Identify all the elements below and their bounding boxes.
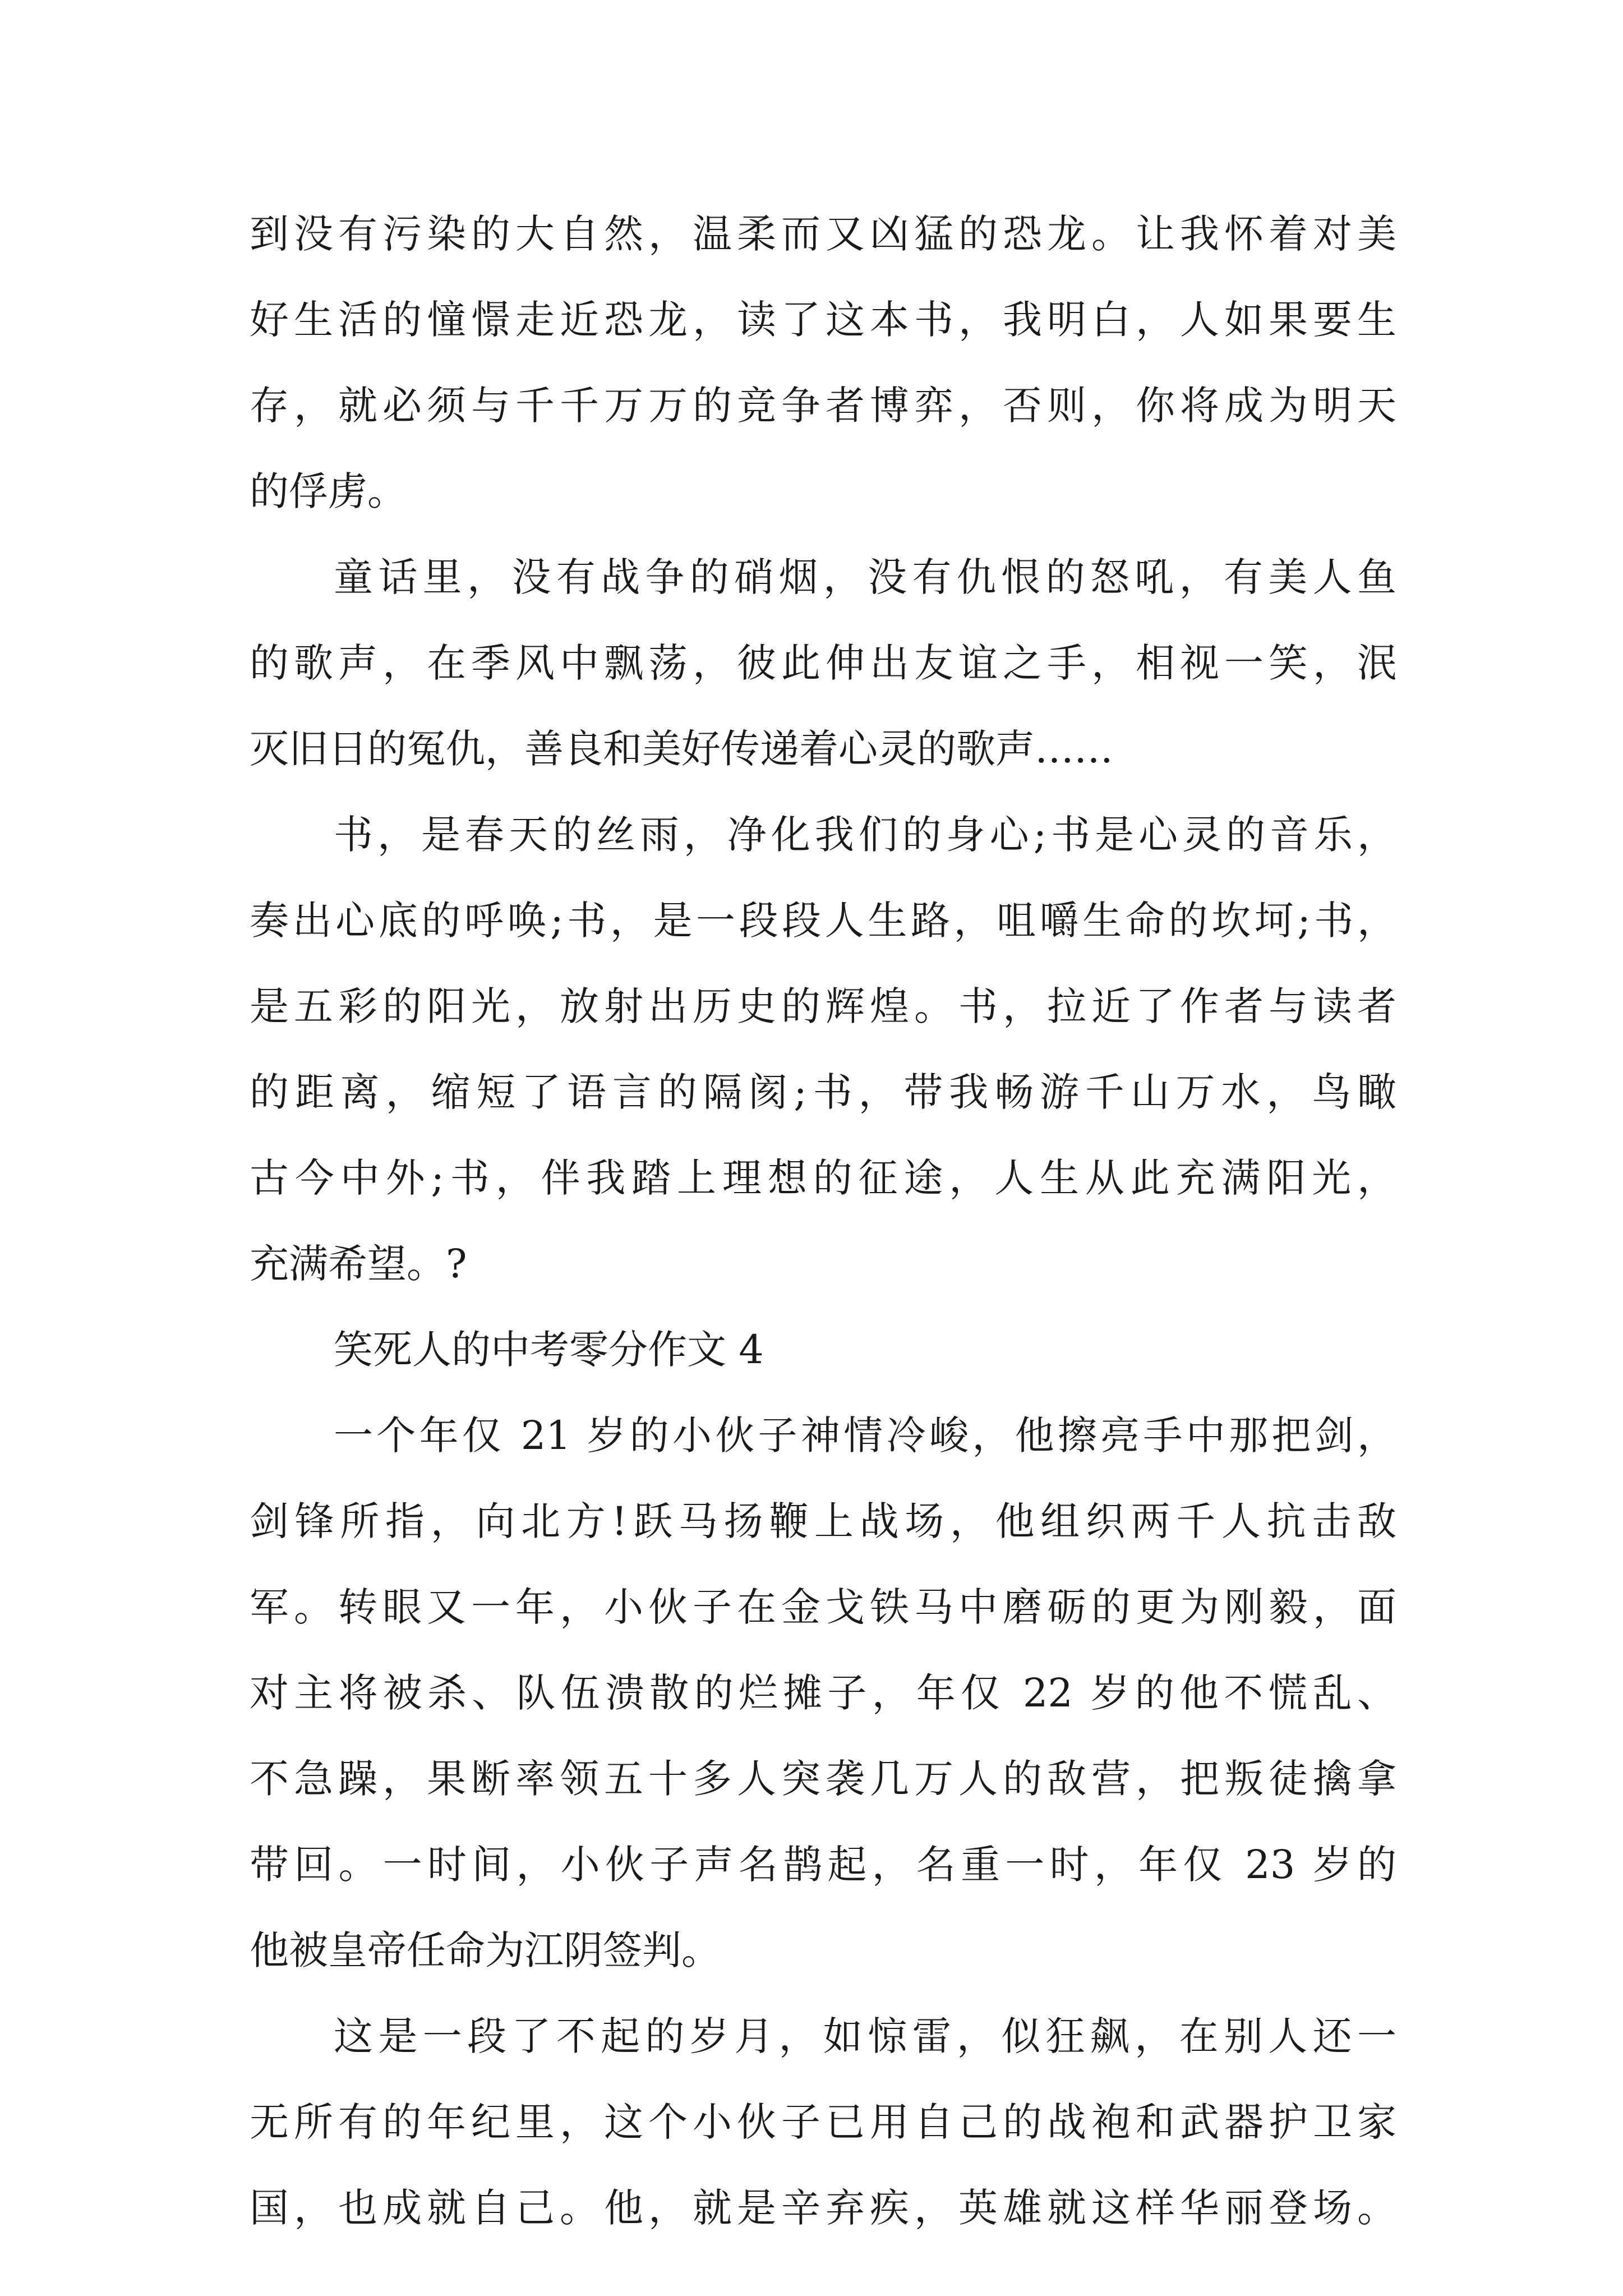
text-line: 充满希望。? bbox=[250, 1241, 467, 1287]
text-line: 带回。一时间，小伙子声名鹊起，名重一时，年仅 23 岁的 bbox=[250, 1842, 1396, 1888]
text-line: 是五彩的阳光，放射出历史的辉煌。书，拉近了作者与读者 bbox=[250, 983, 1396, 1029]
text-line: 无所有的年纪里，这个小伙子已用自己的战袍和武器护卫家 bbox=[250, 2099, 1396, 2145]
document-body bbox=[250, 208, 1396, 2267]
text-line: 古今中外;书，伴我踏上理想的征途，人生从此充满阳光， bbox=[250, 1155, 1396, 1201]
paragraph-first-line: 书，是春天的丝雨，净化我们的身心;书是心灵的音乐， bbox=[334, 812, 1396, 858]
text-line: 存，就必须与千千万万的竞争者博弈，否则，你将成为明天 bbox=[250, 383, 1396, 429]
text-line: 灭旧日的冤仇，善良和美好传递着心灵的歌声…… bbox=[250, 726, 1113, 772]
paragraph-first-line: 童话里，没有战争的硝烟，没有仇恨的怒吼，有美人鱼 bbox=[334, 554, 1396, 600]
paragraph-first-line: 一个年仅 21 岁的小伙子神情冷峻，他擦亮手中那把剑， bbox=[334, 1412, 1396, 1458]
text-line: 的俘虏。 bbox=[250, 468, 407, 514]
text-line: 不急躁，果断率领五十多人突袭几万人的敌营，把叛徒擒拿 bbox=[250, 1756, 1396, 1802]
text-line: 他被皇帝任命为江阴签判。 bbox=[250, 1927, 721, 1973]
text-line: 的歌声，在季风中飘荡，彼此伸出友谊之手，相视一笑，泯 bbox=[250, 640, 1396, 686]
text-line: 对主将被杀、队伍溃散的烂摊子，年仅 22 岁的他不慌乱、 bbox=[250, 1670, 1396, 1716]
text-line: 到没有污染的大自然，温柔而又凶猛的恐龙。让我怀着对美 bbox=[250, 211, 1396, 257]
paragraph-first-line: 这是一段了不起的岁月，如惊雷，似狂飙，在别人还一 bbox=[334, 2013, 1396, 2059]
text-line: 剑锋所指，向北方!跃马扬鞭上战场，他组织两千人抗击敌 bbox=[250, 1498, 1396, 1544]
text-line: 奏出心底的呼唤;书，是一段段人生路，咀嚼生命的坎坷;书， bbox=[250, 898, 1396, 944]
text-line: 好生活的憧憬走近恐龙，读了这本书，我明白，人如果要生 bbox=[250, 297, 1396, 343]
text-line: 国，也成就自己。他，就是辛弃疾，英雄就这样华丽登场。 bbox=[250, 2185, 1396, 2231]
section-heading: 笑死人的中考零分作文 4 bbox=[334, 1327, 764, 1373]
text-line: 的距离，缩短了语言的隔阂;书，带我畅游千山万水，鸟瞰 bbox=[250, 1069, 1396, 1115]
text-line: 军。转眼又一年，小伙子在金戈铁马中磨砺的更为刚毅，面 bbox=[250, 1584, 1396, 1630]
